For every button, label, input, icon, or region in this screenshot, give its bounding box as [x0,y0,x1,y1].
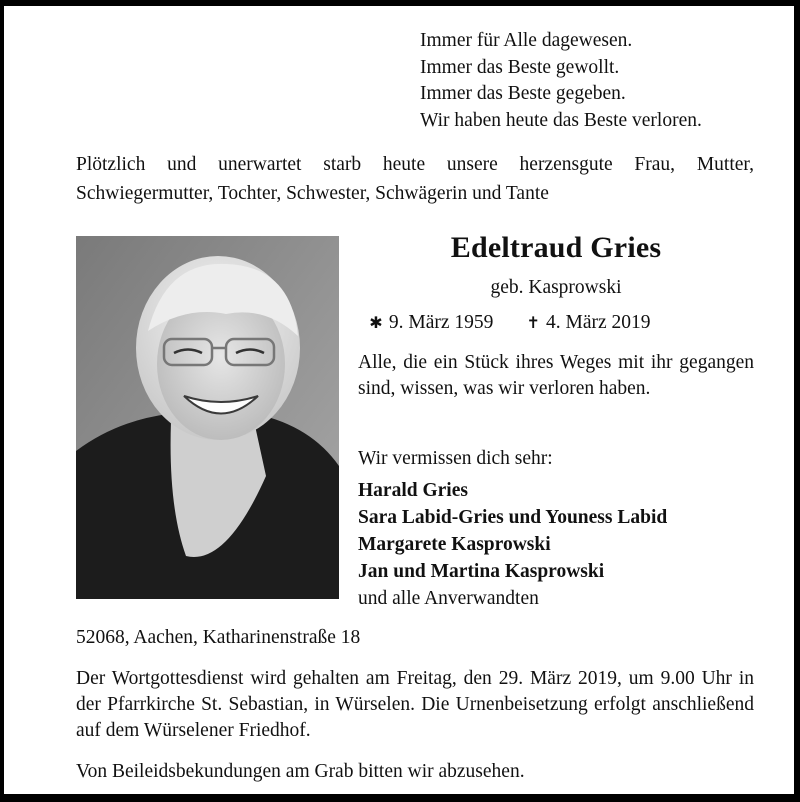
closing-note: Von Beileidsbekundungen am Grab bitten wir abzusehen. [76,761,525,782]
memorial-poem [420,28,702,134]
service-details: Der Wortgottesdienst wird gehalten am Freitag, den 29. März 2019, um 9.00 Uhr in der Pfarrkirche St. Sebastian, in Würselen. Die Urnenbeisetzung erfolgt anschließend auf dem Würselener Friedhof. [76,668,754,741]
miss-line: Wir vermissen dich sehr: [358,448,553,469]
deceased-name: Edeltraud Gries [450,231,662,264]
mourners-list [358,477,667,612]
mourner-name: Sara Labid-Gries und Youness Labid [358,507,668,528]
relatives-line: und alle Anverwandten [358,588,539,609]
life-dates [368,310,651,337]
intro-line-2: Schwiegermutter, Tochter, Schwester, Schwägerin und Tante [76,182,549,204]
memorial-quote: Alle, die ein Stück ihres Weges mit ihr gegangen sind, wissen, was wir verloren haben. [358,352,754,399]
poem-line: Immer das Beste gewollt. [420,56,620,78]
birth-date: 9. März 1959 [388,312,494,333]
intro-text [76,151,754,208]
intro-line-1: Plötzlich und unerwartet starb heute unsere herzensgute Frau, Mutter, [76,154,754,175]
mourner-name: Jan und Martina Kasprowski [358,561,605,582]
poem-line: Immer das Beste gegeben. [420,83,626,104]
portrait-photo [76,236,339,599]
birth-name: geb. Kasprowski [490,277,622,298]
poem-line: Wir haben heute das Beste verloren. [420,109,702,131]
family-address: 52068, Aachen, Katharinenstraße 18 [76,627,361,648]
death-date: 4. März 2019 [546,312,651,333]
poem-line: Immer für Alle dagewesen. [420,30,633,51]
mourner-name: Margarete Kasprowski [358,534,551,555]
birth-star-icon: ✱ [369,315,383,332]
death-cross-icon: ✝ [526,315,540,332]
mourner-name: Harald Gries [358,480,468,501]
